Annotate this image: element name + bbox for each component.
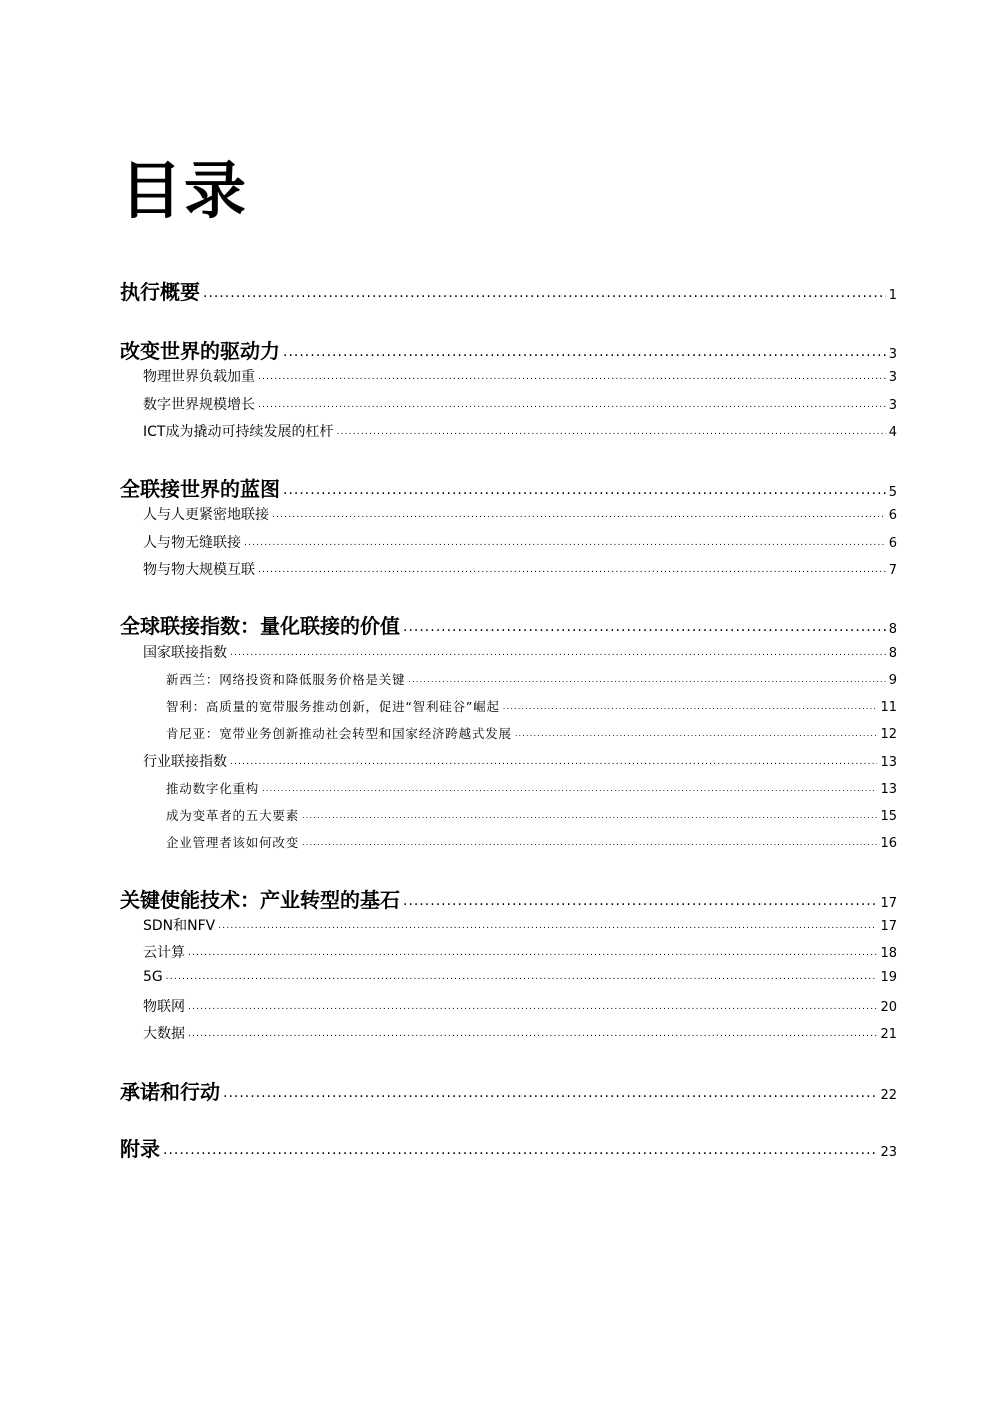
dot-leader <box>230 648 886 658</box>
toc-entry-physical-world[interactable] <box>143 366 897 386</box>
toc-entry-page-number: 15 <box>880 809 897 824</box>
toc-entry-label: 物理世界负载加重 <box>143 369 255 385</box>
toc-entry-ict-lever[interactable] <box>143 421 897 441</box>
toc-entry-label: 大数据 <box>143 1026 185 1042</box>
dot-leader <box>262 784 877 793</box>
toc-entry-label: 全联接世界的蓝图 <box>120 477 280 501</box>
toc-entry-label: 改变世界的驱动力 <box>120 339 280 363</box>
toc-entry-page-number: 8 <box>888 646 897 661</box>
toc-entry-label: 企业管理者该如何改变 <box>166 835 300 850</box>
toc-entry-country-index[interactable] <box>143 642 897 662</box>
toc-entry-page-number: 3 <box>888 347 897 362</box>
dot-leader <box>218 921 877 931</box>
dot-leader <box>515 729 878 738</box>
toc-entry-page-number: 22 <box>880 1088 897 1103</box>
toc-entry-label: 附录 <box>120 1137 160 1161</box>
toc-entry-label: 执行概要 <box>120 280 200 304</box>
toc-entry-label: 人与人更紧密地联接 <box>143 507 269 523</box>
toc-entry-industry-index[interactable] <box>143 751 897 771</box>
toc-entry-label: 成为变革者的五大要素 <box>166 808 300 823</box>
dot-leader <box>166 972 878 982</box>
toc-entry-page-number: 9 <box>888 673 897 688</box>
dot-leader <box>272 510 886 520</box>
toc-entry-page-number: 3 <box>888 370 897 385</box>
toc-entry-5g[interactable] <box>143 969 897 989</box>
dot-leader <box>258 372 886 382</box>
dot-leader <box>258 400 886 410</box>
toc-entry-page-number: 21 <box>880 1027 897 1042</box>
toc-entry-page-number: 8 <box>888 622 897 637</box>
toc-entry-page-number: 16 <box>880 836 897 851</box>
toc-entry-page-number: 3 <box>888 398 897 413</box>
toc-entry-label: 物与物大规模互联 <box>143 562 255 578</box>
dot-leader <box>336 427 885 437</box>
toc-entry-page-number: 4 <box>888 425 897 440</box>
dot-leader <box>203 285 886 301</box>
page-title: 目录 <box>120 154 249 227</box>
dot-leader <box>188 1002 877 1012</box>
toc-entry-page-number: 7 <box>888 563 897 578</box>
toc-entry-label: 关键使能技术：产业转型的基石 <box>120 888 400 912</box>
toc-entry-sdn-nfv[interactable] <box>143 915 897 935</box>
toc-entry-label: 云计算 <box>143 945 185 961</box>
toc-entry-label: SDN和NFV <box>143 918 216 934</box>
dot-leader <box>244 538 886 548</box>
dot-leader <box>302 838 877 847</box>
toc-entry-label: 数字世界规模增长 <box>143 397 255 413</box>
dot-leader <box>163 1142 877 1158</box>
toc-entry-page-number: 5 <box>888 485 897 500</box>
toc-entry-blueprint[interactable] <box>120 473 897 499</box>
toc-entry-page-number: 13 <box>880 782 897 797</box>
dot-leader <box>283 482 886 498</box>
toc-entry-chile[interactable] <box>166 697 897 715</box>
toc-entry-things-to-things[interactable] <box>143 559 897 579</box>
toc-entry-page-number: 17 <box>880 896 897 911</box>
toc-entry-page-number: 13 <box>880 755 897 770</box>
toc-entry-label: 人与物无缝联接 <box>143 535 241 551</box>
toc-entry-label: 新西兰：网络投资和降低服务价格是关键 <box>166 672 406 687</box>
toc-entry-big-data[interactable] <box>143 1023 897 1043</box>
dot-leader <box>403 619 886 635</box>
toc-entry-page-number: 6 <box>888 508 897 523</box>
toc-entry-page-number: 6 <box>888 536 897 551</box>
dot-leader <box>302 811 877 820</box>
toc-entry-key-technologies[interactable] <box>120 884 897 910</box>
toc-entry-page-number: 12 <box>880 727 897 742</box>
dot-leader <box>503 702 878 711</box>
toc-entry-managers-change[interactable] <box>166 833 897 851</box>
toc-entry-label: 智利：高质量的宽带服务推动创新，促进“智利硅谷”崛起 <box>166 699 500 714</box>
toc-entry-label: 物联网 <box>143 999 185 1015</box>
toc-entry-label: 行业联接指数 <box>143 754 227 770</box>
toc-entry-global-connectivity-index[interactable] <box>120 610 897 636</box>
dot-leader <box>188 948 877 958</box>
toc-entry-page-number: 19 <box>880 970 897 985</box>
toc-entry-label: 5G <box>143 969 163 985</box>
toc-entry-label: ICT成为撬动可持续发展的杠杆 <box>143 424 334 440</box>
toc-entry-iot[interactable] <box>143 996 897 1016</box>
dot-leader <box>223 1085 877 1101</box>
dot-leader <box>188 1029 877 1039</box>
toc-entry-driving-forces[interactable] <box>120 335 897 361</box>
toc-entry-page-number: 20 <box>880 1000 897 1015</box>
toc-entry-page-number: 23 <box>880 1145 897 1160</box>
toc-entry-label: 承诺和行动 <box>120 1080 220 1104</box>
dot-leader <box>403 893 877 909</box>
toc-entry-label: 国家联接指数 <box>143 645 227 661</box>
toc-entry-executive-summary[interactable] <box>120 276 897 302</box>
toc-entry-page-number: 18 <box>880 946 897 961</box>
toc-entry-new-zealand[interactable] <box>166 670 897 688</box>
toc-entry-people-to-things[interactable] <box>143 532 897 552</box>
toc-entry-appendix[interactable] <box>120 1133 897 1159</box>
toc-entry-people-to-people[interactable] <box>143 504 897 524</box>
toc-entry-label: 全球联接指数：量化联接的价值 <box>120 614 400 638</box>
toc-entry-page-number: 17 <box>880 919 897 934</box>
toc-entry-cloud-computing[interactable] <box>143 942 897 962</box>
toc-entry-kenya[interactable] <box>166 724 897 742</box>
toc-entry-five-elements[interactable] <box>166 806 897 824</box>
toc-entry-page-number: 11 <box>880 700 897 715</box>
toc-entry-label: 肯尼亚：宽带业务创新推动社会转型和国家经济跨越式发展 <box>166 726 512 741</box>
dot-leader <box>283 344 886 360</box>
toc-entry-label: 推动数字化重构 <box>166 781 260 796</box>
dot-leader <box>230 757 877 767</box>
toc-entry-commitment-action[interactable] <box>120 1076 897 1102</box>
toc-entry-digital-restructuring[interactable] <box>166 779 897 797</box>
dot-leader <box>408 675 885 684</box>
toc-entry-page-number: 1 <box>888 288 897 303</box>
toc-entry-digital-world[interactable] <box>143 394 897 414</box>
dot-leader <box>258 565 886 575</box>
